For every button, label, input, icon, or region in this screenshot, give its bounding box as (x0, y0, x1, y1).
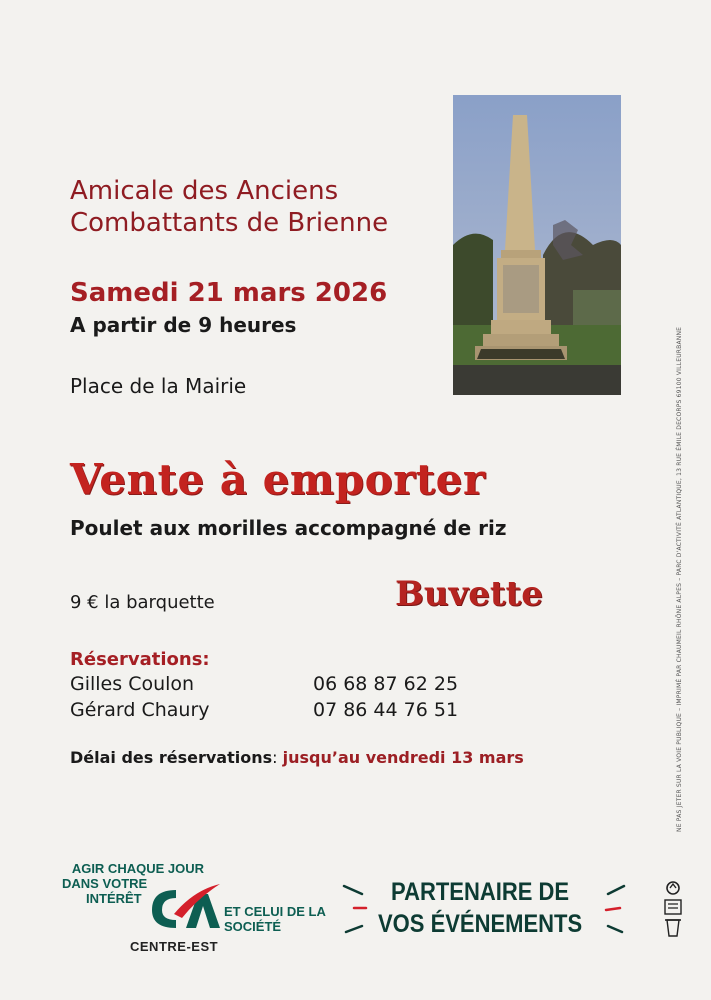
contact-phone: 06 68 87 62 25 (313, 673, 459, 695)
event-time: A partir de 9 heures (70, 313, 297, 337)
organizer-title (70, 175, 388, 239)
ca-slogan-line: AGIR CHAQUE JOUR (71, 861, 204, 876)
legal-side-text: NE PAS JETER SUR LA VOIE PUBLIQUE – IMPRIMÉ PAR CHAUMEIL RHÔNE ALPES – PARC D'ACTIVITÉ ATLANTIQUE, 13 RUE ÉMILE DECORPS 69100 VILLEURBANNE (676, 326, 683, 832)
contact-name: Gérard Chaury (70, 699, 210, 721)
contact-phone: 07 86 44 76 51 (313, 699, 459, 721)
contact-name: Gilles Coulon (70, 673, 195, 695)
partner-line-1: PARTENAIRE DE (391, 878, 570, 906)
menu-description: Poulet aux morilles accompagné de riz (70, 516, 507, 540)
event-place: Place de la Mairie (70, 374, 247, 398)
partner-banner (378, 876, 582, 940)
price-text: 9 € la barquette (70, 592, 215, 613)
left-spark-icon (340, 880, 376, 940)
event-date: Samedi 21 mars 2026 (70, 278, 388, 308)
deadline-separator: : (272, 748, 283, 767)
ca-region: CENTRE-EST (130, 939, 219, 954)
ca-slogan-line: INTÉRÊT (86, 891, 142, 906)
organizer-line-1: Amicale des Anciens (70, 176, 339, 206)
sale-headline: Vente à emporter (70, 455, 486, 504)
reservation-deadline (70, 748, 524, 767)
ca-slogan-line: SOCIÉTÉ (224, 919, 282, 934)
reservations-heading: Réservations: (70, 649, 210, 670)
right-spark-icon (594, 880, 630, 940)
partner-line-2: VOS ÉVÉNEMENTS (378, 910, 583, 938)
ca-slogan-2 (224, 904, 326, 934)
credit-agricole-logo-icon (146, 880, 222, 932)
deadline-label: Délai des réservations (70, 748, 273, 767)
buvette-label: Buvette (395, 574, 543, 614)
recycling-icon (661, 880, 685, 940)
war-memorial-photo (453, 95, 621, 395)
ca-slogan-line: DANS VOTRE (62, 876, 148, 891)
organizer-line-2: Combattants de Brienne (70, 208, 389, 238)
ca-slogan-line: ET CELUI DE LA (224, 904, 326, 919)
deadline-value: jusqu’au vendredi 13 mars (282, 748, 524, 767)
